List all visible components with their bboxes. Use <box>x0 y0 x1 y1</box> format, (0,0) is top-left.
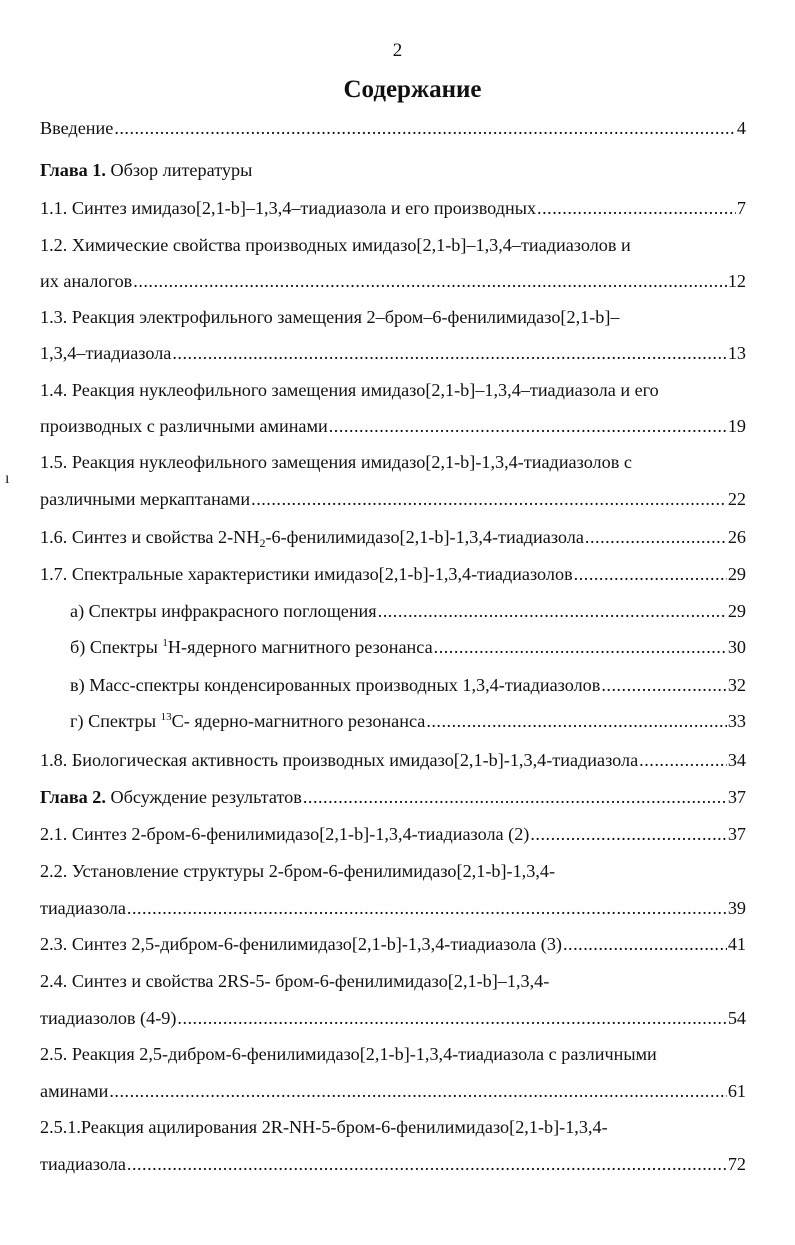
dot-leader <box>530 824 726 845</box>
dot-leader <box>563 934 727 955</box>
entry-page: 30 <box>727 637 746 657</box>
entry-text: 1.5. Реакция нуклеофильного замещения имидазо[2,1-b]-1,3,4-тиадиазолов с <box>40 452 632 472</box>
entry-page: 29 <box>727 601 746 621</box>
entry-page: 26 <box>727 527 746 547</box>
entry-text: 2.1. Синтез 2-бром-6-фенилимидазо[2,1-b]-1,3,4-тиадиазола (2) <box>40 824 530 844</box>
entry-text: 1.4. Реакция нуклеофильного замещения имидазо[2,1-b]–1,3,4–тиадиазола и его <box>40 380 659 400</box>
entry-page: 41 <box>727 934 746 954</box>
entry-text: Обзор литературы <box>105 160 253 180</box>
entry-text: 1,3,4–тиадиазола <box>40 343 172 363</box>
entry-page: 37 <box>727 787 746 807</box>
entry-page: 22 <box>727 489 746 509</box>
toc-entry-1-7-b[interactable] <box>70 637 746 667</box>
dot-leader <box>639 750 727 771</box>
toc-entry-chapter-2[interactable] <box>40 787 746 817</box>
entry-text <box>40 787 302 808</box>
entry-text <box>70 711 425 732</box>
toc-entry-1-7-c[interactable] <box>70 675 746 705</box>
entry-text-b: -6-фенилимидазо[2,1-b]-1,3,4-тиадиазола <box>265 527 584 547</box>
dot-leader <box>251 489 727 510</box>
toc-entry-2-4-line2[interactable] <box>40 1008 746 1038</box>
toc-entry-1-3-line1[interactable] <box>40 307 746 337</box>
toc-entry-1-2-line1[interactable] <box>40 235 746 265</box>
toc-entry-2-5-line1[interactable] <box>40 1044 746 1074</box>
entry-text-a: г) Спектры <box>70 711 161 731</box>
entry-title: Обсуждение результатов <box>105 787 302 807</box>
entry-page: 33 <box>727 711 746 731</box>
superscript: 13 <box>160 711 172 723</box>
dot-leader <box>329 416 727 437</box>
entry-text: тиадиазола <box>40 1154 126 1174</box>
entry-text-b: Н-ядерного магнитного резонанса <box>167 637 433 657</box>
entry-text: различными меркаптанами <box>40 489 251 509</box>
entry-text: производных с различными аминами <box>40 416 328 436</box>
entry-page: 61 <box>727 1081 746 1101</box>
dot-leader <box>177 1008 726 1029</box>
toc-entry-1-5-line2[interactable] <box>40 489 746 519</box>
dot-leader <box>574 564 727 585</box>
entry-page: 72 <box>727 1154 746 1174</box>
entry-text: 2.5.1.Реакция ацилирования 2R-NH-5-бром-6-фенилимидазо[2,1-b]-1,3,4- <box>40 1117 608 1137</box>
dot-leader <box>114 118 736 139</box>
entry-page: 12 <box>727 271 746 291</box>
dot-leader <box>133 271 727 292</box>
toc-entry-2-3[interactable] <box>40 934 746 964</box>
dot-leader <box>303 787 727 808</box>
toc-entry-1-7[interactable] <box>40 564 746 594</box>
entry-text-b: С- ядерно-магнитного резонанса <box>171 711 426 731</box>
entry-text: 2.4. Синтез и свойства 2RS-5- бром-6-фенилимидазо[2,1-b]–1,3,4- <box>40 971 550 991</box>
toc-entry-1-7-a[interactable] <box>70 601 746 631</box>
entry-text-a: 1.6. Синтез и свойства 2-NH <box>40 527 260 547</box>
entry-text: 1.7. Спектральные характеристики имидазо[2,1-b]-1,3,4-тиадиазолов <box>40 564 573 584</box>
toc-entry-1-8[interactable] <box>40 750 746 780</box>
entry-text: в) Масс-спектры конденсированных производных 1,3,4-тиадиазолов <box>70 675 601 695</box>
toc-entry-1-5-line1[interactable] <box>40 452 746 482</box>
toc-entry-1-7-d[interactable] <box>70 711 746 741</box>
toc-entry-2-1[interactable] <box>40 824 746 854</box>
entry-text: тиадиазола <box>40 898 126 918</box>
entry-text <box>70 637 433 658</box>
dot-leader <box>378 601 727 622</box>
dot-leader <box>434 637 727 658</box>
superscript: 1 <box>162 637 168 649</box>
toc-entry-2-4-line1[interactable] <box>40 971 746 1001</box>
entry-page: 39 <box>727 898 746 918</box>
dot-leader <box>585 527 727 548</box>
toc-entry-chapter-1[interactable] <box>40 160 746 190</box>
toc-entry-1-6[interactable] <box>40 527 746 557</box>
page-title: Содержание <box>343 76 482 103</box>
toc-entry-2-5-line2[interactable] <box>40 1081 746 1111</box>
entry-page: 37 <box>727 824 746 844</box>
dot-leader <box>109 1081 726 1102</box>
dot-leader <box>537 198 736 219</box>
entry-text: аминами <box>40 1081 109 1101</box>
entry-page: 19 <box>727 416 746 436</box>
entry-text: 1.8. Биологическая активность производных имидазо[2,1-b]-1,3,4-тиадиазола <box>40 750 639 770</box>
entry-page: 7 <box>736 198 746 218</box>
entry-text-a: б) Спектры <box>70 637 163 657</box>
toc-entry-2-2-line1[interactable] <box>40 861 746 891</box>
entry-text: тиадиазолов (4-9) <box>40 1008 177 1028</box>
entry-text: их аналогов <box>40 271 133 291</box>
dot-leader <box>127 1154 727 1175</box>
dot-leader <box>601 675 726 696</box>
entry-page: 54 <box>727 1008 746 1028</box>
entry-page: 29 <box>727 564 746 584</box>
toc-entry-2-2-line2[interactable] <box>40 898 746 928</box>
entry-page: 32 <box>727 675 746 695</box>
entry-text: а) Спектры инфракрасного поглощения <box>70 601 377 621</box>
entry-page: 13 <box>727 343 746 363</box>
chapter-label: Глава 2. <box>40 787 106 807</box>
toc-entry-1-1[interactable] <box>40 198 746 228</box>
entry-text: 1.1. Синтез имидазо[2,1-b]–1,3,4–тиадиазола и его производных <box>40 198 537 218</box>
entry-text: 2.2. Установление структуры 2-бром-6-фенилимидазо[2,1-b]-1,3,4- <box>40 861 556 881</box>
entry-text: 1.3. Реакция электрофильного замещения 2–бром–6-фенилимидазо[2,1-b]– <box>40 307 620 327</box>
chapter-label: Глава 1. <box>40 160 106 180</box>
toc-entry-1-2-line2[interactable] <box>40 271 746 301</box>
dot-leader <box>172 343 726 364</box>
entry-text: 1.2. Химические свойства производных имидазо[2,1-b]–1,3,4–тиадиазолов и <box>40 235 631 255</box>
entry-text <box>40 527 584 548</box>
entry-page: 4 <box>736 118 746 138</box>
entry-text: Введение <box>40 118 114 138</box>
subscript: 2 <box>259 536 266 550</box>
scan-mark: ı <box>5 470 10 487</box>
entry-text: 2.5. Реакция 2,5-дибром-6-фенилимидазо[2,1-b]-1,3,4-тиадиазола с различными <box>40 1044 657 1064</box>
entry-page: 34 <box>727 750 746 770</box>
page-number: 2 <box>392 40 403 61</box>
toc-entry-2-5-1-line1[interactable] <box>40 1117 746 1147</box>
toc-entry-1-4-line1[interactable] <box>40 380 746 410</box>
toc-entry-introduction[interactable] <box>40 118 746 148</box>
toc-entry-1-4-line2[interactable] <box>40 416 746 446</box>
entry-text: 2.3. Синтез 2,5-дибром-6-фенилимидазо[2,1-b]-1,3,4-тиадиазола (3) <box>40 934 562 954</box>
dot-leader <box>127 898 727 919</box>
toc-entry-2-5-1-line2[interactable] <box>40 1154 746 1184</box>
toc-entry-1-3-line2[interactable] <box>40 343 746 373</box>
dot-leader <box>426 711 726 732</box>
